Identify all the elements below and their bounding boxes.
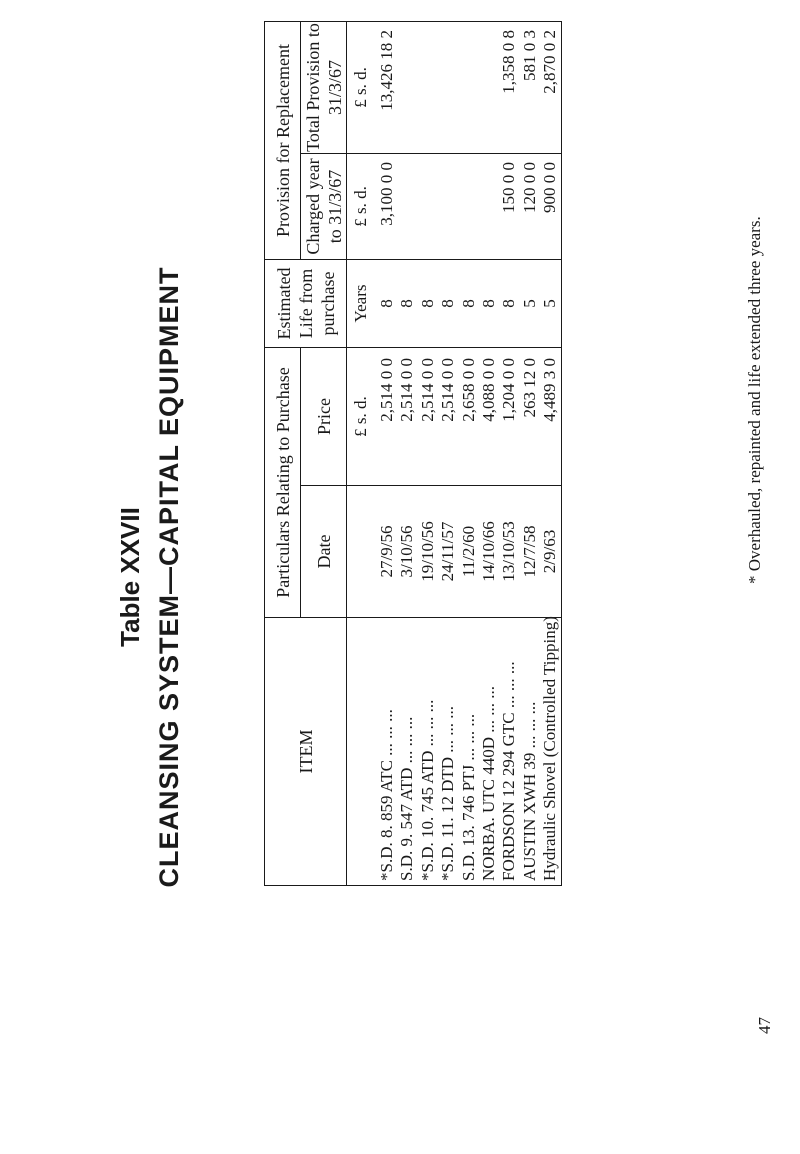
charged-column bbox=[347, 153, 562, 259]
life-cell: 8 bbox=[417, 299, 437, 308]
price-cell: 4,489 3 0 bbox=[540, 357, 560, 422]
date-cell: 24/11/57 bbox=[438, 521, 458, 582]
date-cell: 12/7/58 bbox=[519, 525, 539, 578]
price-cell: 4,088 0 0 bbox=[478, 357, 498, 422]
total-units: £ s. d. bbox=[351, 67, 370, 108]
item-cell: AUSTIN XWH 39 ... ... ... bbox=[519, 701, 539, 881]
header-charged: Charged year to 31/3/67 bbox=[301, 153, 347, 259]
price-cell: 2,658 0 0 bbox=[458, 357, 478, 422]
price-cell: 263 12 0 bbox=[519, 357, 539, 418]
date-cell: 14/10/66 bbox=[478, 521, 498, 582]
item-cell: FORDSON 12 294 GTC ... ... ... bbox=[499, 661, 519, 881]
header-date: Date bbox=[301, 486, 347, 618]
item-cell: S.D. 9. 547 ATD ... ... ... bbox=[397, 716, 417, 881]
header-total: Total Provision to 31/3/67 bbox=[302, 23, 345, 152]
price-cell: 2,514 0 0 bbox=[377, 357, 396, 422]
page-number: 47 bbox=[755, 1017, 774, 1034]
date-cell: 13/10/53 bbox=[499, 521, 519, 582]
footnote: * Overhauled, repainted and life extended three years. bbox=[745, 216, 764, 584]
price-units: £ s. d. bbox=[351, 396, 370, 437]
charged-units: £ s. d. bbox=[351, 186, 370, 227]
charged-cell: 150 0 0 bbox=[499, 161, 519, 213]
item-cell: S.D. 13. 746 PTJ ... ... ... bbox=[458, 713, 478, 881]
item-cell: NORBA. UTC 440D ... ... ... bbox=[478, 685, 498, 881]
total-cell: 1,358 0 8 bbox=[499, 29, 519, 94]
date-cell: 2/9/63 bbox=[540, 529, 560, 574]
header-life: Estimated Life from purchase bbox=[265, 259, 347, 347]
table-title: Table XXVII bbox=[115, 507, 145, 647]
charged-cell: 120 0 0 bbox=[519, 161, 539, 213]
item-cell: Hydraulic Shovel (Controlled Tipping) bbox=[540, 616, 560, 881]
date-cell: 3/10/56 bbox=[397, 525, 417, 578]
charged-cell: 3,100 0 0 bbox=[377, 161, 396, 226]
total-cell: 13,426 18 2 bbox=[377, 29, 396, 111]
table-subtitle: CLEANSING SYSTEM—CAPITAL EQUIPMENT bbox=[154, 266, 184, 888]
total-cell: 2,870 0 2 bbox=[540, 29, 560, 94]
life-column bbox=[347, 259, 562, 347]
date-cell: 27/9/56 bbox=[377, 525, 396, 578]
price-cell: 1,204 0 0 bbox=[499, 357, 519, 422]
life-cell: 5 bbox=[519, 299, 539, 308]
date-cell: 11/2/60 bbox=[458, 525, 478, 578]
price-cell: 2,514 0 0 bbox=[397, 357, 417, 422]
total-column bbox=[347, 21, 562, 153]
life-cell: 8 bbox=[478, 299, 498, 308]
date-cell: 19/10/56 bbox=[417, 521, 437, 582]
date-column bbox=[347, 486, 562, 618]
item-cell: *S.D. 11. 12 DTD ... ... ... bbox=[438, 705, 458, 881]
life-cell: 8 bbox=[377, 299, 396, 308]
header-item: ITEM bbox=[265, 618, 347, 886]
header-provision: Provision for Replacement bbox=[265, 21, 301, 259]
price-column bbox=[347, 347, 562, 485]
item-column bbox=[347, 618, 562, 886]
header-particulars: Particulars Relating to Purchase bbox=[265, 347, 301, 617]
price-cell: 2,514 0 0 bbox=[438, 357, 458, 422]
life-cell: 8 bbox=[458, 299, 478, 308]
capital-equipment-table bbox=[264, 21, 562, 886]
charged-cell: 900 0 0 bbox=[540, 161, 560, 213]
header-price: Price bbox=[301, 347, 347, 485]
item-cell: *S.D. 8. 859 ATC ... ... ... bbox=[377, 709, 396, 881]
life-units: Years bbox=[351, 284, 370, 323]
price-cell: 2,514 0 0 bbox=[417, 357, 437, 422]
item-cell: *S.D. 10. 745 ATD ... ... ... bbox=[417, 699, 437, 881]
date-units bbox=[347, 486, 377, 617]
life-cell: 8 bbox=[438, 299, 458, 308]
life-cell: 8 bbox=[397, 299, 417, 308]
total-cell: 581 0 3 bbox=[519, 29, 539, 81]
life-cell: 5 bbox=[540, 299, 560, 308]
life-cell: 8 bbox=[499, 299, 519, 308]
